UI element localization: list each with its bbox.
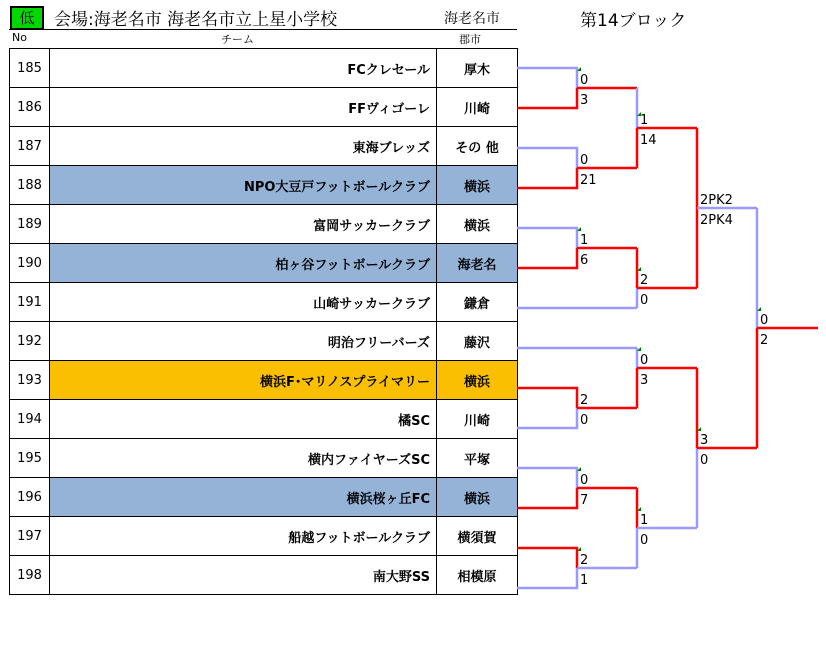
- cell-no: 187: [10, 127, 50, 166]
- column-header-city: 郡市: [459, 33, 481, 46]
- bracket-line: [517, 468, 577, 488]
- score: 6: [580, 253, 589, 268]
- score: 1: [580, 233, 589, 248]
- cell-team: NPO大豆戸フットボールクラブ: [50, 166, 437, 205]
- score: 0: [580, 473, 589, 488]
- cell-team: FCクレセール: [50, 49, 437, 88]
- cell-city: 相模原: [437, 556, 518, 595]
- score: 3: [700, 433, 709, 448]
- cell-city: 川崎: [437, 88, 518, 127]
- cell-no: 196: [10, 478, 50, 517]
- bracket-line: [517, 408, 577, 428]
- cell-city: その 他: [437, 127, 518, 166]
- cell-no: 186: [10, 88, 50, 127]
- score: 2PK2: [700, 193, 733, 208]
- bracket-line: [517, 388, 577, 408]
- host-city: 海老名市: [444, 11, 500, 27]
- score: 14: [640, 133, 657, 148]
- score: 0: [580, 413, 589, 428]
- cell-team: 横浜桜ヶ丘FC: [50, 478, 437, 517]
- cell-city: 海老名: [437, 244, 518, 283]
- block-title: 第14ブロック: [580, 11, 687, 31]
- level-badge: 低: [10, 6, 44, 30]
- score: 3: [640, 373, 649, 388]
- cell-no: 188: [10, 166, 50, 205]
- bracket-line: [517, 548, 577, 568]
- cell-team: 橘SC: [50, 400, 437, 439]
- score: 0: [580, 73, 589, 88]
- cell-no: 190: [10, 244, 50, 283]
- cell-no: 185: [10, 49, 50, 88]
- cell-city: 横浜: [437, 478, 518, 517]
- cell-no: 197: [10, 517, 50, 556]
- cell-city: 横須賀: [437, 517, 518, 556]
- score: 1: [640, 513, 649, 528]
- cell-team: FFヴィゴーレ: [50, 88, 437, 127]
- cell-team: 柏ヶ谷フットボールクラブ: [50, 244, 437, 283]
- cell-team: 富岡サッカークラブ: [50, 205, 437, 244]
- score: 2: [760, 333, 769, 348]
- score: 2: [640, 273, 649, 288]
- cell-team: 明治フリーバーズ: [50, 322, 437, 361]
- venue-title: 会場:海老名市 海老名市立上星小学校: [54, 10, 338, 30]
- score: 0: [580, 153, 589, 168]
- score: 2: [580, 393, 589, 408]
- cell-no: 191: [10, 283, 50, 322]
- cell-city: 横浜: [437, 166, 518, 205]
- cell-team: 東海ブレッズ: [50, 127, 437, 166]
- cell-city: 厚木: [437, 49, 518, 88]
- score: 0: [640, 293, 649, 308]
- column-header-no: No: [12, 31, 27, 44]
- cell-city: 平塚: [437, 439, 518, 478]
- cell-city: 藤沢: [437, 322, 518, 361]
- cell-city: 横浜: [437, 205, 518, 244]
- score: 2: [580, 553, 589, 568]
- cell-team: 山崎サッカークラブ: [50, 283, 437, 322]
- cell-no: 198: [10, 556, 50, 595]
- bracket-line: [517, 68, 577, 88]
- cell-city: 川崎: [437, 400, 518, 439]
- score: 1: [640, 113, 649, 128]
- score: 21: [580, 173, 597, 188]
- cell-team: 横浜F･マリノスプライマリー: [50, 361, 437, 400]
- cell-no: 193: [10, 361, 50, 400]
- cell-team: 船越フットボールクラブ: [50, 517, 437, 556]
- bracket-line: [517, 168, 577, 188]
- bracket-line: [517, 248, 577, 268]
- cell-city: 横浜: [437, 361, 518, 400]
- score: 2PK4: [700, 213, 733, 228]
- score: 0: [760, 313, 769, 328]
- cell-team: 南大野SS: [50, 556, 437, 595]
- cell-no: 189: [10, 205, 50, 244]
- score: 0: [640, 353, 649, 368]
- score: 1: [580, 573, 589, 588]
- cell-no: 195: [10, 439, 50, 478]
- bracket-line: [517, 88, 577, 108]
- cell-no: 194: [10, 400, 50, 439]
- bracket-line: [517, 488, 577, 508]
- cell-city: 鎌倉: [437, 283, 518, 322]
- score: 0: [640, 533, 649, 548]
- bracket-line: [517, 568, 577, 588]
- score: 0: [700, 453, 709, 468]
- bracket-line: [517, 228, 577, 248]
- cell-team: 横内ファイヤーズSC: [50, 439, 437, 478]
- cell-no: 192: [10, 322, 50, 361]
- score: 7: [580, 493, 589, 508]
- column-header-team: チーム: [221, 33, 254, 46]
- score: 3: [580, 93, 589, 108]
- bracket-line: [517, 148, 577, 168]
